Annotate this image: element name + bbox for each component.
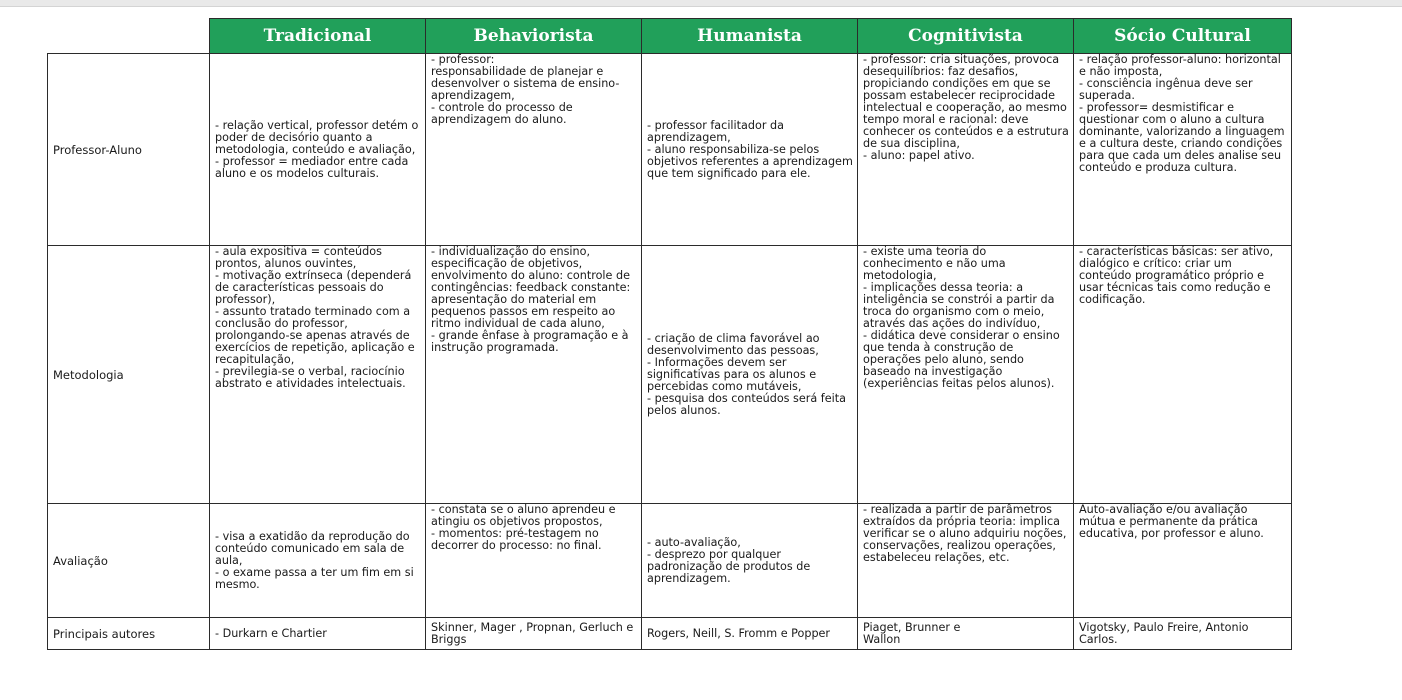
table-cell: Vigotsky, Paulo Freire, Antonio Carlos. bbox=[1074, 618, 1292, 650]
table-cell: - características básicas: ser ativo, dialógico e crítico: criar um conteúdo programático próprio e usar técnicas tais como redução e codificação. bbox=[1074, 246, 1292, 504]
table-cell: - relação vertical, professor detém o poder de decisório quanto a metodologia, conteúdo e avaliação, - professor = mediador entre cada aluno e os modelos culturais. bbox=[210, 54, 426, 246]
row-label: Principais autores bbox=[48, 618, 210, 650]
table-cell: - professor facilitador da aprendizagem, - aluno responsabiliza-se pelos objetivos referentes a aprendizagem que tem significado para ele. bbox=[642, 54, 858, 246]
table-cell: Rogers, Neill, S. Fromm e Popper bbox=[642, 618, 858, 650]
table-cell: - realizada a partir de parâmetros extraídos da própria teoria: implica verificar se o aluno adquiriu noções, conservações, realizou operações, estabeleceu relações, etc. bbox=[858, 504, 1074, 618]
table-cell: - individualização do ensino, especificação de objetivos, envolvimento do aluno: controle de contingências: feedback constante: apresentação do material em pequenos passos em respeito ao ritmo individual de cada aluno, - grande ênfase à programação e à instrução programada. bbox=[426, 246, 642, 504]
table-cell: - auto-avaliação, - desprezo por qualquer padronização de produtos de aprendizagem. bbox=[642, 504, 858, 618]
table-cell: Piaget, Brunner e Wallon bbox=[858, 618, 1074, 650]
table-cell: - professor: cria situações, provoca desequilíbrios: faz desafios, propiciando condições em que se possam estabelecer reciprocidade intelectual e cooperação, ao mesmo tempo moral e racional: deve conhecer os conteúdos e a estrutura de sua disciplina, - aluno: papel ativo. bbox=[858, 54, 1074, 246]
header-behaviorista: Behaviorista bbox=[426, 19, 642, 54]
header-humanista: Humanista bbox=[642, 19, 858, 54]
table-cell: - professor: responsabilidade de planejar e desenvolver o sistema de ensino-aprendizagem, - controle do processo de aprendizagem do aluno. bbox=[426, 54, 642, 246]
table-cell: - Durkarn e Chartier bbox=[210, 618, 426, 650]
table-cell: Auto-avaliação e/ou avaliação mútua e permanente da prática educativa, por professor e aluno. bbox=[1074, 504, 1292, 618]
table-row bbox=[48, 618, 1292, 650]
comparison-table bbox=[47, 18, 1292, 650]
table-cell: Skinner, Mager , Propnan, Gerluch e Briggs bbox=[426, 618, 642, 650]
table-cell: - criação de clima favorável ao desenvolvimento das pessoas, - Informações devem ser significativas para os alunos e percebidas como mutáveis, - pesquisa dos conteúdos será feita pelos alunos. bbox=[642, 246, 858, 504]
table-row bbox=[48, 54, 1292, 246]
header-tradicional: Tradicional bbox=[210, 19, 426, 54]
row-label: Metodologia bbox=[48, 246, 210, 504]
header-cognitivista: Cognitivista bbox=[858, 19, 1074, 54]
table-cell: - relação professor-aluno: horizontal e não imposta, - consciência ingênua deve ser superada. - professor= desmistificar e questionar com o aluno a cultura dominante, valorizando a linguagem e a cultura deste, criando condições para que cada um deles analise seu conteúdo e produza cultura. bbox=[1074, 54, 1292, 246]
table-cell: - aula expositiva = conteúdos prontos, alunos ouvintes, - motivação extrínseca (dependerá de características pessoais do professor), - assunto tratado terminado com a conclusão do professor, prolongando-se apenas através de exercícios de repetição, aplicação e recapitulação, - previlegia-se o verbal, raciocínio abstrato e atividades intelectuais. bbox=[210, 246, 426, 504]
table-row bbox=[48, 246, 1292, 504]
browser-top-bar bbox=[0, 0, 1402, 7]
table-cell: - visa a exatidão da reprodução do conteúdo comunicado em sala de aula, - o exame passa a ter um fim em si mesmo. bbox=[210, 504, 426, 618]
table-cell: - existe uma teoria do conhecimento e não uma metodologia, - implicações dessa teoria: a inteligência se constrói a partir da troca do organismo com o meio, através das ações do indivíduo, - didática deve considerar o ensino que tenda à construção de operações pelo aluno, sendo baseado na investigação (experiências feitas pelos alunos). bbox=[858, 246, 1074, 504]
header-corner bbox=[48, 19, 210, 54]
row-label: Avaliação bbox=[48, 504, 210, 618]
header-socio-cultural: Sócio Cultural bbox=[1074, 19, 1292, 54]
header-row bbox=[48, 19, 1292, 54]
table-row bbox=[48, 504, 1292, 618]
row-label: Professor-Aluno bbox=[48, 54, 210, 246]
table-cell: - constata se o aluno aprendeu e atingiu os objetivos propostos, - momentos: pré-testagem no decorrer do processo: no final. bbox=[426, 504, 642, 618]
